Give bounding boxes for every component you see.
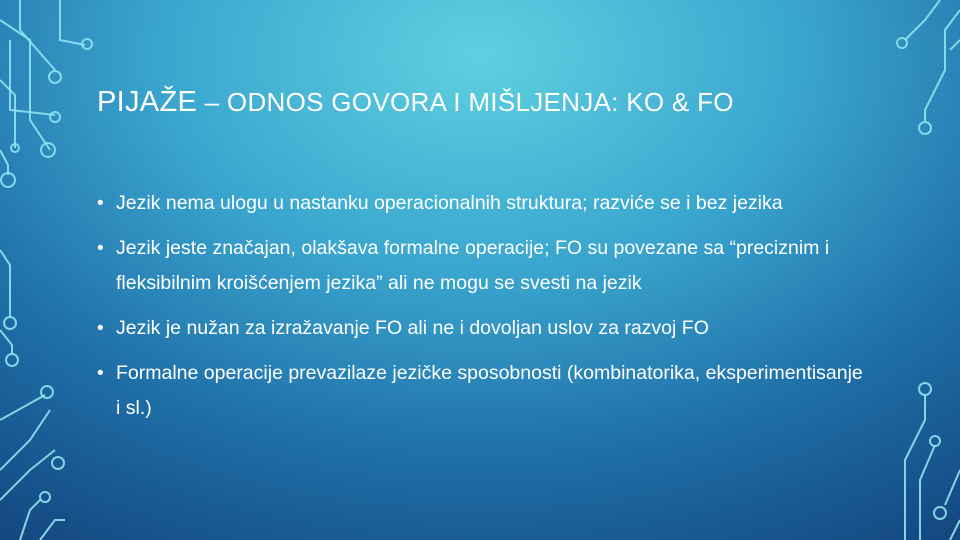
- circuit-node: [930, 436, 940, 446]
- circuit-line: [925, 10, 960, 122]
- circuit-node: [1, 173, 15, 187]
- circuit-node: [41, 143, 55, 157]
- circuit-line: [950, 520, 960, 540]
- circuit-node: [4, 317, 16, 329]
- bullet-marker: •: [97, 318, 104, 339]
- circuit-line: [0, 250, 10, 318]
- bullet-text: Formalne operacije prevazilaze jezičke sposobnosti (kombinatorika, eksperimentisanje i sl.): [116, 362, 863, 419]
- circuit-node: [919, 122, 931, 134]
- circuit-line: [950, 40, 960, 50]
- circuit-line: [0, 395, 45, 420]
- circuit-line: [0, 80, 15, 148]
- bullet-marker: •: [97, 238, 104, 259]
- bullet-marker: •: [97, 363, 104, 384]
- circuit-line: [905, 0, 940, 40]
- bullet-list: [97, 186, 867, 436]
- circuit-node: [934, 507, 946, 519]
- bullet-item: [97, 186, 867, 221]
- bullet-text: Jezik jeste značajan, olakšava formalne operacije; FO su povezane sa “preciznim i fleksibilnim kroišćenjem jezika” ali ne mogu se svesti na jezik: [116, 237, 830, 294]
- bullet-item: [97, 231, 867, 301]
- circuit-node: [40, 492, 50, 502]
- circuit-line: [945, 470, 960, 505]
- bullet-item: [97, 356, 867, 426]
- title-rest: – ODNOS GOVORA I MIŠLJENJA: KO & FO: [197, 87, 734, 117]
- circuit-node: [41, 386, 53, 398]
- circuit-node: [919, 383, 931, 395]
- slide-title: [97, 86, 897, 119]
- bullet-text: Jezik nema ulogu u nastanku operacionalnih struktura; razviće se i bez jezika: [116, 192, 783, 214]
- circuit-node: [897, 38, 907, 48]
- circuit-node: [49, 71, 61, 83]
- circuit-line: [20, 0, 55, 70]
- circuit-node: [50, 112, 60, 122]
- circuit-line: [0, 330, 12, 355]
- circuit-node: [6, 354, 18, 366]
- circuit-line: [20, 500, 40, 540]
- bullet-item: [97, 311, 867, 346]
- circuit-line: [0, 150, 8, 175]
- circuit-line: [920, 445, 935, 540]
- bullet-text: Jezik je nužan za izražavanje FO ali ne i dovoljan uslov za razvoj FO: [116, 317, 709, 339]
- circuit-line: [60, 0, 85, 45]
- circuit-line: [905, 395, 925, 540]
- bullet-marker: •: [97, 193, 104, 214]
- title-prefix: PIJAŽE: [97, 86, 198, 118]
- circuit-line: [40, 520, 65, 540]
- circuit-node: [52, 457, 64, 469]
- circuit-line: [0, 20, 50, 150]
